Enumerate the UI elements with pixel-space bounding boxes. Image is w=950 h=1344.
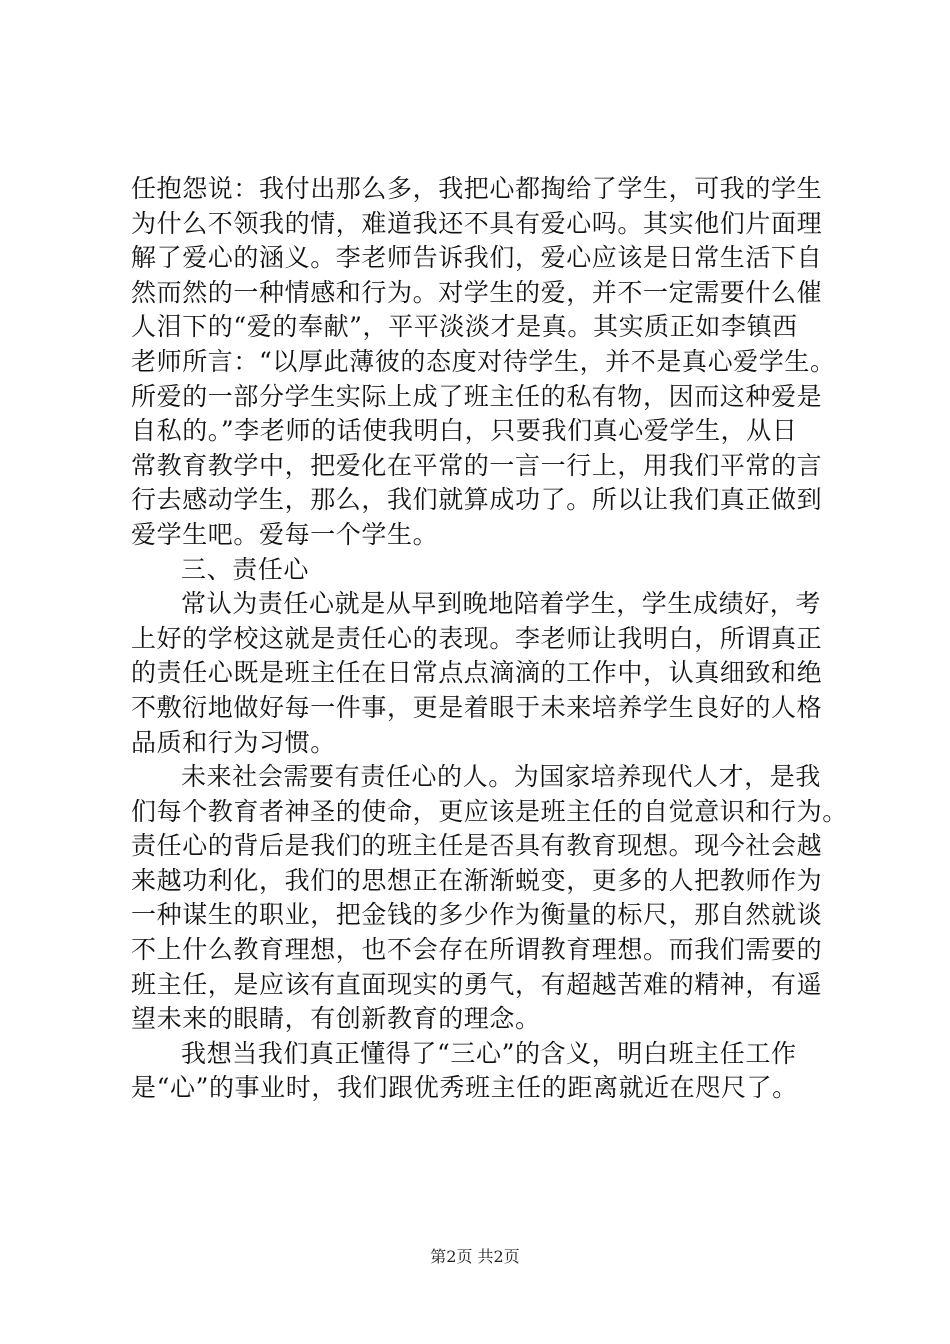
text-line: 行去感动学生，那么，我们就算成功了。所以让我们真正做到 [131, 485, 823, 515]
text-line: 常教育教学中，把爱化在平常的一言一行上，用我们平常的言 [131, 450, 823, 480]
text-line: 自私的。”李老师的话使我明白，只要我们真心爱学生，从日 [131, 416, 798, 446]
text-line: 任抱怨说：我付出那么多，我把心都掏给了学生，可我的学生 [131, 174, 823, 203]
page-footer: 第2页 共2页 [430, 1247, 520, 1266]
text-line: 为什么不领我的情，难道我还不具有爱心吗。其实他们片面理 [131, 208, 823, 238]
text-line: 品质和行为习惯。 [131, 727, 336, 757]
text-line: 爱学生吧。爱每一个学生。 [131, 519, 439, 549]
text-line: 班主任，是应该有直面现实的勇气，有超越苦难的精神，有遥 [131, 969, 823, 999]
text-line: 我想当我们真正懂得了“三心”的含义，明白班主任工作 [181, 1038, 797, 1068]
text-line: 老师所言：“以厚此薄彼的态度对待学生，并不是真心爱学生。 [131, 346, 836, 376]
document-body [131, 172, 848, 1106]
text-line: 常认为责任心就是从早到晚地陪着学生，学生成绩好，考 [181, 589, 822, 619]
text-line: 然而然的一种情感和行为。对学生的爱，并不一定需要什么催 [131, 277, 823, 307]
text-line: 们每个教育者神圣的使命，更应该是班主任的自觉意识和行为。 [131, 796, 848, 826]
text-line: 责任心的背后是我们的班主任是否具有教育现想。现今社会越 [131, 831, 823, 861]
text-line: 来越功利化，我们的思想正在渐渐蜕变，更多的人把教师作为 [131, 865, 823, 895]
text-line: 三、责任心 [181, 554, 310, 584]
text-line: 未来社会需要有责任心的人。为国家培养现代人才，是我 [181, 762, 822, 792]
text-line: 人泪下的“爱的奉献”，平平淡淡才是真。其实质正如李镇西 [131, 312, 798, 342]
text-line: 是“心”的事业时，我们跟优秀班主任的距离就近在咫尺了。 [131, 1073, 798, 1103]
text-line: 不上什么教育理想，也不会存在所谓教育理想。而我们需要的 [131, 935, 823, 965]
text-line: 所爱的一部分学生实际上成了班主任的私有物，因而这种爱是 [131, 381, 823, 411]
text-line: 一种谋生的职业，把金钱的多少作为衡量的标尺，那自然就谈 [131, 900, 823, 930]
text-line: 望未来的眼睛，有创新教育的理念。 [131, 1004, 541, 1034]
text-line: 的责任心既是班主任在日常点点滴滴的工作中，认真细致和绝 [131, 658, 823, 688]
text-line: 解了爱心的涵义。李老师告诉我们，爱心应该是日常生活下自 [131, 243, 823, 273]
text-line: 上好的学校这就是责任心的表现。李老师让我明白，所谓真正 [131, 623, 823, 653]
text-line: 不敷衍地做好每一件事，更是着眼于未来培养学生良好的人格 [131, 692, 823, 722]
